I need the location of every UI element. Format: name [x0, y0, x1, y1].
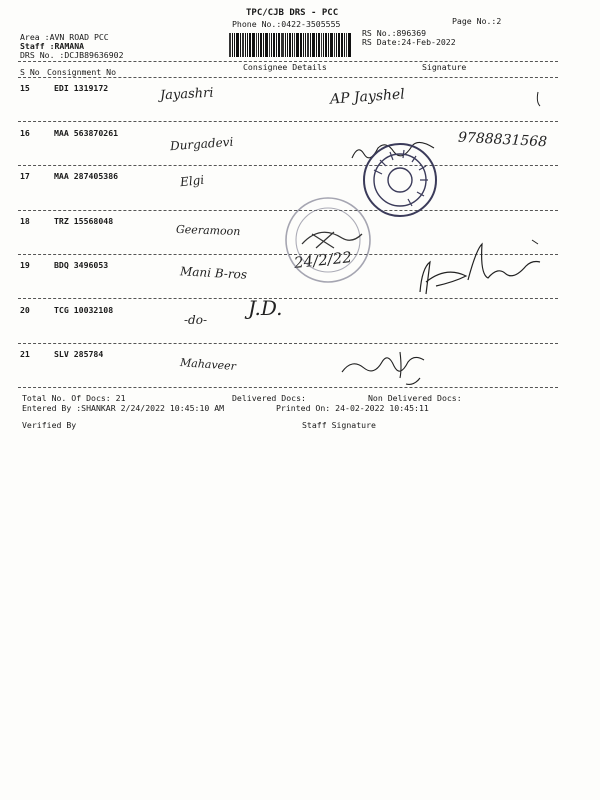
- column-sno: S No: [20, 67, 40, 77]
- total-docs: Total No. Of Docs: 21: [22, 393, 126, 403]
- consignee-handwriting: Mani B-ros: [179, 264, 248, 282]
- non-delivered-docs: Non Delivered Docs:: [368, 393, 462, 403]
- staff-label: Staff :RAMANA: [20, 41, 85, 51]
- consignee-handwriting: -do-: [184, 313, 208, 327]
- consignee-handwriting: Elgi: [179, 172, 205, 190]
- date-stamp: [282, 194, 382, 294]
- column-consignment: Consignment No: [47, 67, 117, 77]
- row-sno: 19: [20, 260, 30, 270]
- row-consignment: MAA 287405386: [54, 171, 119, 181]
- row-sno: 21: [20, 349, 30, 359]
- page-number: Page No.:2: [452, 16, 502, 26]
- phone-number: Phone No.:0422-3505555: [232, 19, 341, 29]
- column-signature: Signature: [422, 62, 467, 72]
- consignee-handwriting: Geeramoon: [175, 222, 241, 239]
- pen-mark: [532, 240, 538, 244]
- row-consignment: MAA 563870261: [54, 128, 119, 138]
- recipient-signature: 9788831568: [457, 129, 548, 151]
- row-consignment: TCG 10032108: [54, 305, 114, 315]
- row-sno: 16: [20, 128, 30, 138]
- row-consignment: SLV 285784: [54, 349, 104, 359]
- signature-scribble: [420, 244, 540, 294]
- consignee-handwriting: Mahaveer: [179, 356, 237, 373]
- recipient-signature: 24/2/22: [293, 248, 353, 272]
- rs-number: RS No.:896369: [362, 28, 427, 38]
- row-consignment: BDQ 3496053: [54, 260, 109, 270]
- delivered-docs: Delivered Docs:: [232, 393, 306, 403]
- row-sno: 17: [20, 171, 30, 181]
- staff-signature-label: Staff Signature: [302, 420, 376, 430]
- signature-scribble: [342, 352, 424, 384]
- drs-number: DRS No. :DCJB89636902: [20, 50, 124, 60]
- row-sno: 15: [20, 83, 30, 93]
- row-sno: 20: [20, 305, 30, 315]
- consignee-handwriting: Durgadevi: [169, 134, 234, 154]
- row-sno: 18: [20, 216, 30, 226]
- consignee-handwriting: Jayashri: [159, 85, 214, 104]
- recipient-signature: J.D.: [248, 296, 283, 320]
- entered-by: Entered By :SHANKAR 2/24/2022 10:45:10 AM: [22, 403, 225, 413]
- rs-date: RS Date:24-Feb-2022: [362, 37, 456, 47]
- pen-mark: [537, 92, 540, 106]
- verified-by: Verified By: [22, 420, 77, 430]
- document-title: TPC/CJB DRS - PCC: [246, 8, 339, 18]
- printed-on: Printed On: 24-02-2022 10:45:11: [276, 403, 429, 413]
- row-consignment: EDI 1319172: [54, 83, 109, 93]
- recipient-signature: AP Jayshel: [329, 86, 406, 108]
- row-consignment: TRZ 15568048: [54, 216, 114, 226]
- area-label: Area :AVN ROAD PCC: [20, 32, 109, 42]
- column-consignee: Consignee Details: [243, 62, 327, 72]
